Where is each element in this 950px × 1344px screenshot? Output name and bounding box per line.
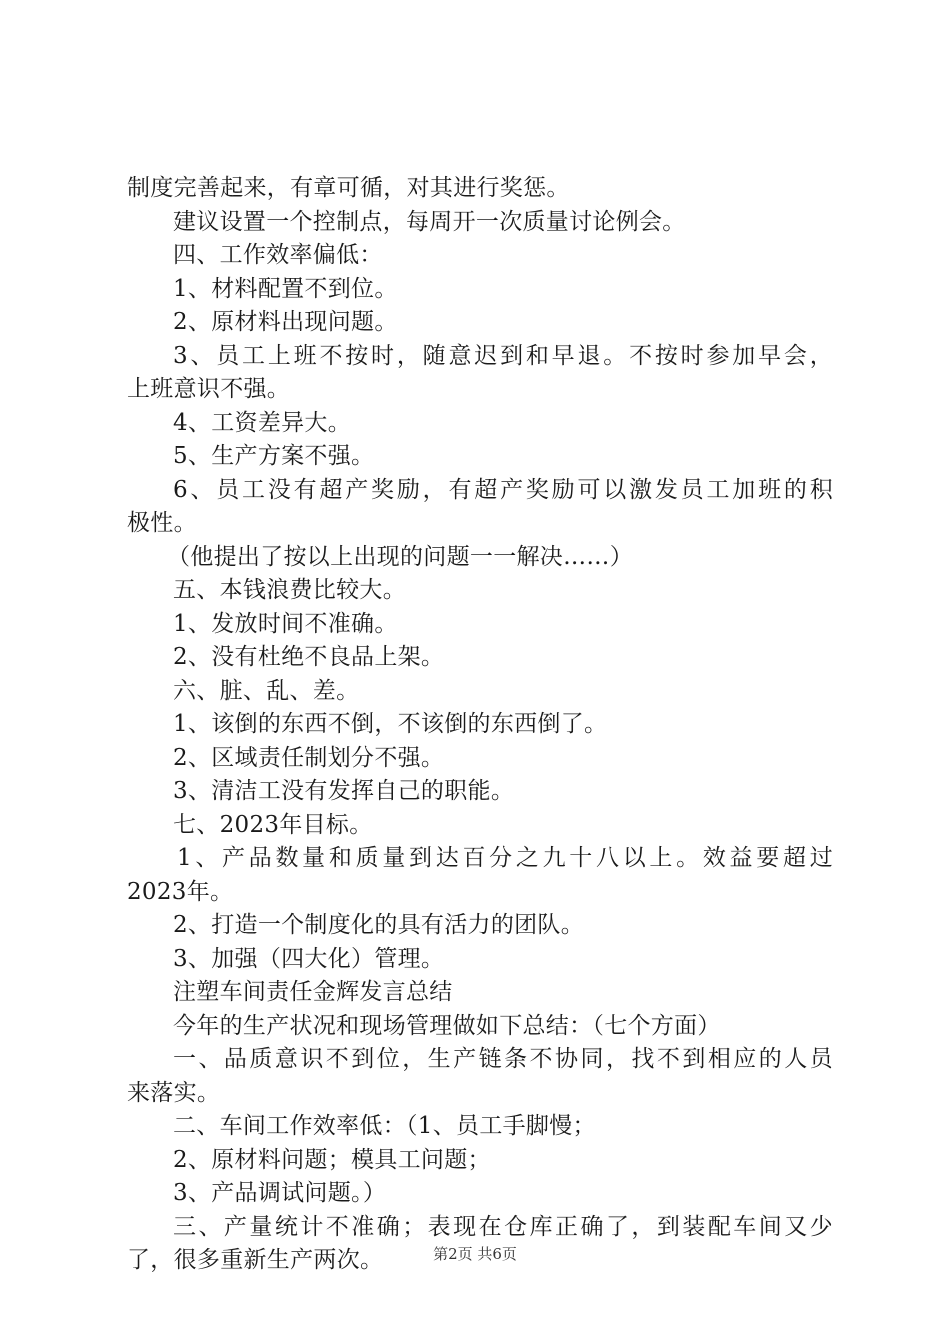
list-item: 1、发放时间不准确。 xyxy=(173,610,398,637)
section-heading: 三、产量统计不准确；表现在仓库正确了，到装配车间又少 xyxy=(173,1213,833,1240)
list-item: 3、清洁工没有发挥自己的职能。 xyxy=(173,778,515,804)
text-line: 了，很多重新生产两次。 xyxy=(127,1247,384,1273)
section-heading: 二、车间工作效率低：（1、员工手脚慢； xyxy=(173,1113,596,1139)
text-line: 极性。 xyxy=(127,510,197,536)
text-line: 2023年。 xyxy=(127,878,234,905)
page-footer: 第2页 共6页 xyxy=(433,1245,517,1263)
section-heading: 四、工作效率偏低： xyxy=(173,242,383,268)
list-item: 2、原材料问题；模具工问题； xyxy=(173,1146,491,1173)
section-heading: 七、2023年目标。 xyxy=(173,811,373,838)
text-line: （他提出了按以上出现的问题一一解决……） xyxy=(167,543,633,570)
list-item: 5、生产方案不强。 xyxy=(173,443,375,469)
list-item: 1、该倒的东西不倒，不该倒的东西倒了。 xyxy=(173,711,608,737)
list-item: 3、员工上班不按时，随意迟到和早退。不按时参加早会， xyxy=(173,342,833,369)
text-line: 上班意识不强。 xyxy=(127,376,291,402)
list-item: 6、员工没有超产奖励，有超产奖励可以激发员工加班的积 xyxy=(173,476,833,503)
text-line: 制度完善起来，有章可循，对其进行奖惩。 xyxy=(127,175,570,201)
list-item: 1、产品数量和质量到达百分之九十八以上。效益要超过 xyxy=(177,845,833,871)
list-item: 4、工资差异大。 xyxy=(173,409,352,436)
section-heading: 一、品质意识不到位，生产链条不协同，找不到相应的人员 xyxy=(173,1046,833,1072)
text-line: 来落实。 xyxy=(127,1079,221,1106)
section-heading: 六、脏、乱、差。 xyxy=(173,677,360,704)
text-line: 建议设置一个控制点，每周开一次质量讨论例会。 xyxy=(173,208,686,235)
list-item: 2、原材料出现问题。 xyxy=(173,309,398,335)
list-item: 2、打造一个制度化的具有活力的团队。 xyxy=(173,912,585,938)
section-heading: 五、本钱浪费比较大。 xyxy=(173,577,406,603)
section-title: 注塑车间责任金辉发言总结 xyxy=(173,979,453,1005)
list-item: 1、材料配置不到位。 xyxy=(173,275,398,302)
text-line: 今年的生产状况和现场管理做如下总结：（七个方面） xyxy=(173,1012,721,1039)
list-item: 2、区域责任制划分不强。 xyxy=(173,744,445,771)
list-item: 3、产品调试问题。） xyxy=(173,1180,387,1206)
document-body xyxy=(127,172,833,1278)
list-item: 3、加强（四大化）管理。 xyxy=(173,945,445,972)
list-item: 2、没有杜绝不良品上架。 xyxy=(173,644,445,670)
